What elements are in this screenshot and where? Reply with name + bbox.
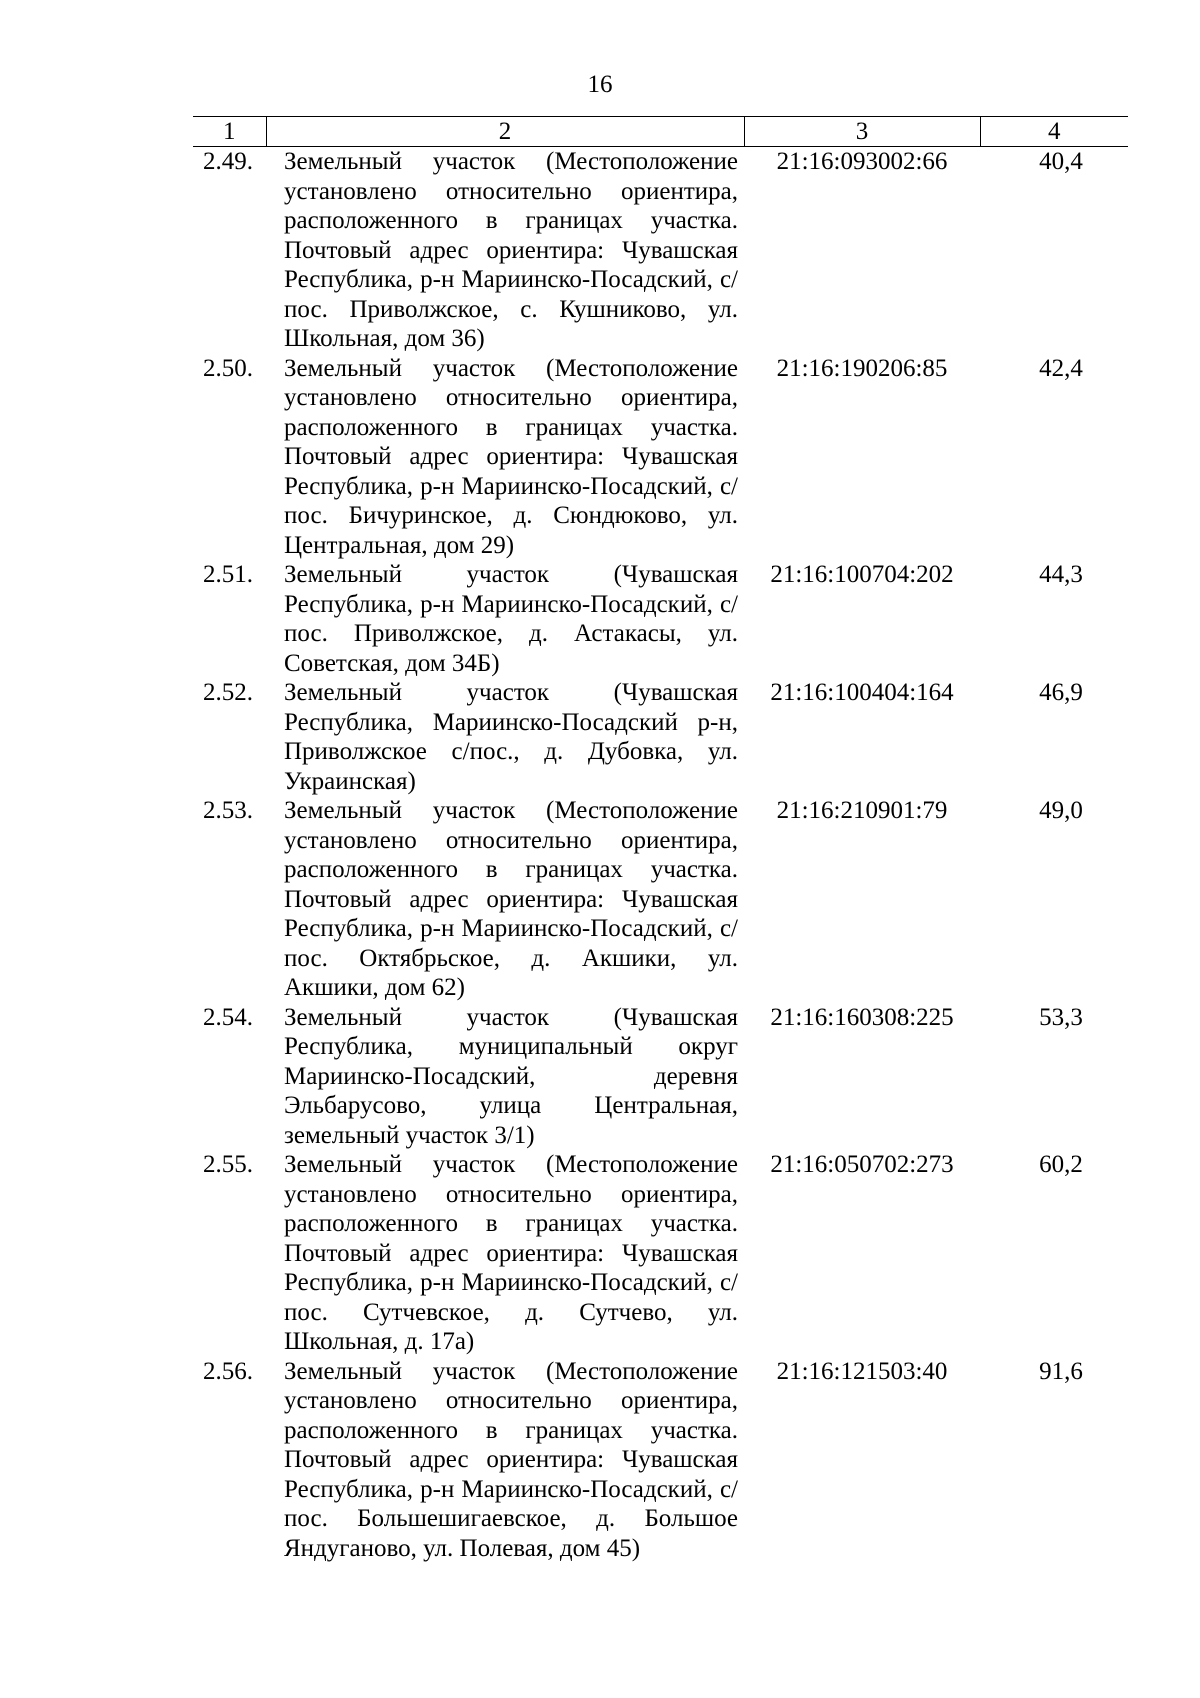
cadastral-number: 21:16:050702:273 bbox=[770, 1151, 954, 1178]
row-number: 2.50. bbox=[203, 354, 253, 382]
plot-description: Земельный участок (Чувашская Республика, Мариинско-Посадский р-н, Приволжское с/пос., д. Дубовка, ул. Украинская) bbox=[284, 679, 738, 795]
row-number: 2.54. bbox=[203, 1003, 253, 1031]
row-number: 2.52. bbox=[203, 679, 253, 706]
plot-description: Земельный участок (Местоположение установлено относительно ориентира, расположенного в границах участка. Почтовый адрес ориентира: Чувашская Республика, р-н Мариинско-Посадский, с/пос. Приволжское, с. Кушниково, ул. Школьная, дом 36) bbox=[284, 148, 738, 352]
plot-area: 49,0 bbox=[1039, 797, 1083, 824]
plot-description: Земельный участок (Местоположение установлено относительно ориентира, расположенного в границах участка. Почтовый адрес ориентира: Чувашская Республика, р-н Мариинско-Посадский, с/пос. Сутчевское, д. Сутчево, ул. Школьная, д. 17а) bbox=[284, 1151, 738, 1355]
column-header-1: 1 bbox=[193, 117, 266, 147]
cadastral-number: 21:16:100404:164 bbox=[770, 679, 954, 706]
plot-area: 46,9 bbox=[1039, 679, 1083, 706]
plot-description: Земельный участок (Местоположение установлено относительно ориентира, расположенного в границах участка. Почтовый адрес ориентира: Чувашская Республика, р-н Мариинско-Посадский, с/пос. Большешигаевское, д. Большое Яндуганово, ул. Полевая, дом 45) bbox=[284, 1357, 738, 1562]
plot-area: 60,2 bbox=[1039, 1151, 1083, 1178]
plot-area: 40,4 bbox=[1039, 148, 1083, 175]
table-row bbox=[193, 678, 1128, 796]
plot-description: Земельный участок (Чувашская Республика, р-н Мариинско-Посадский, с/пос. Приволжское, д. Астакасы, ул. Советская, дом 34Б) bbox=[284, 561, 738, 677]
plot-area: 91,6 bbox=[1039, 1357, 1083, 1385]
row-number: 2.51. bbox=[203, 561, 253, 588]
page-number: 16 bbox=[587, 71, 613, 98]
table-row bbox=[193, 1357, 1128, 1564]
plot-area: 53,3 bbox=[1039, 1003, 1083, 1031]
table-row bbox=[193, 147, 1128, 354]
table-row bbox=[193, 560, 1128, 678]
column-header-4: 4 bbox=[980, 117, 1128, 147]
table-row bbox=[193, 1003, 1128, 1151]
plot-area: 44,3 bbox=[1039, 561, 1083, 588]
row-number: 2.55. bbox=[203, 1151, 253, 1178]
column-header-3: 3 bbox=[744, 117, 980, 147]
table-header-row bbox=[193, 117, 1128, 147]
row-number: 2.53. bbox=[203, 797, 253, 824]
cadastral-number: 21:16:093002:66 bbox=[776, 148, 948, 175]
plot-area: 42,4 bbox=[1039, 354, 1083, 382]
cadastral-number: 21:16:100704:202 bbox=[770, 561, 954, 588]
row-number: 2.56. bbox=[203, 1357, 253, 1385]
column-header-2: 2 bbox=[266, 117, 744, 147]
cadastral-number: 21:16:160308:225 bbox=[770, 1003, 954, 1031]
plot-description: Земельный участок (Местоположение установлено относительно ориентира, расположенного в границах участка. Почтовый адрес ориентира: Чувашская Республика, р-н Мариинско-Посадский, с/пос. Октябрьское, д. Акшики, ул. Акшики, дом 62) bbox=[284, 797, 738, 1001]
table-row bbox=[193, 1150, 1128, 1357]
table-row bbox=[193, 796, 1128, 1003]
plot-description: Земельный участок (Местоположение установлено относительно ориентира, расположенного в границах участка. Почтовый адрес ориентира: Чувашская Республика, р-н Мариинско-Посадский, с/пос. Бичуринское, д. Сюндюково, ул. Центральная, дом 29) bbox=[284, 354, 738, 559]
cadastral-number: 21:16:121503:40 bbox=[776, 1357, 948, 1385]
row-number: 2.49. bbox=[203, 148, 253, 175]
land-plots-table bbox=[193, 116, 1128, 1563]
table-row bbox=[193, 354, 1128, 561]
cadastral-number: 21:16:190206:85 bbox=[776, 354, 948, 382]
cadastral-number: 21:16:210901:79 bbox=[776, 797, 948, 824]
plot-description: Земельный участок (Чувашская Республика, муниципальный округ Мариинско-Посадский, деревня Эльбарусово, улица Центральная, земельный участок 3/1) bbox=[284, 1003, 738, 1149]
